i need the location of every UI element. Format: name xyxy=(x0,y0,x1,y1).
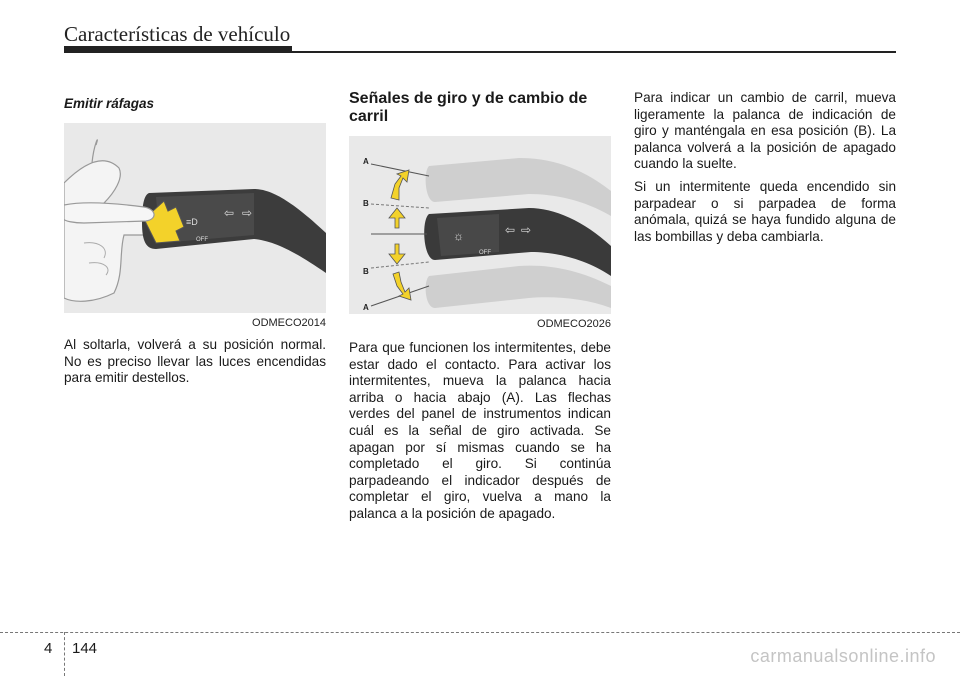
figure-caption-flash: ODMECO2014 xyxy=(252,317,326,329)
figure-label-b-top: B xyxy=(363,199,369,208)
svg-text:⇨: ⇨ xyxy=(242,206,253,220)
paragraph-lane-change: Para indicar un cambio de carril, mueva ligeramente la palanca de indicación de giro y manténgala en esa posición (B). La palanca volverá a la posición de apagado cuando la suelte. xyxy=(634,90,896,172)
footer-divider xyxy=(0,632,960,633)
figure-label-a-bottom: A xyxy=(363,303,369,312)
svg-text:≡D: ≡D xyxy=(186,217,198,227)
footer-vertical-divider xyxy=(64,632,65,676)
header-rule xyxy=(64,51,896,53)
page-header-title: Características de vehículo xyxy=(64,22,291,46)
subheading-flash: Emitir ráfagas xyxy=(64,96,155,111)
svg-text:⇦: ⇦ xyxy=(224,206,235,220)
svg-text:OFF: OFF xyxy=(196,237,208,243)
column-turn-signals xyxy=(349,90,611,529)
paragraph-bulb-warning: Si un intermitente queda encendido sin parpadear o si parpadea de forma anómala, quizá se haya fundido alguna de las bombillas y deba cambiarla. xyxy=(634,178,896,244)
figure-label-b-bottom: B xyxy=(363,267,369,276)
heading-turn-signals: Señales de giro y de cambio de carril xyxy=(349,90,588,125)
figure-turn-signal-lever xyxy=(349,136,611,314)
svg-text:⇦: ⇦ xyxy=(505,223,516,237)
svg-text:☼: ☼ xyxy=(453,229,464,243)
column-lane-change xyxy=(634,90,896,251)
footer-watermark: carmanualsonline.info xyxy=(750,646,936,666)
figure-flash-lever xyxy=(64,123,326,313)
footer-page-number: 144 xyxy=(72,640,98,657)
lever-flash-illustration xyxy=(64,123,326,313)
paragraph-flash: Al soltarla, volverá a su posición normal. No es preciso llevar las luces encendidas para emitir destellos. xyxy=(64,337,326,386)
figure-label-a-top: A xyxy=(363,157,369,166)
column-flash xyxy=(64,90,326,393)
figure-caption-turn: ODMECO2026 xyxy=(537,318,611,330)
svg-text:⇨: ⇨ xyxy=(521,223,532,237)
footer-section-number: 4 xyxy=(44,640,53,657)
paragraph-turn-signals: Para que funcionen los intermitentes, debe estar dado el contacto. Para activar los intermitentes, mueva la palanca hacia arriba o hacia abajo (A). Las flechas verdes del panel de instrumentos indican cuál es la señal de giro activada. Se apagan por sí mismas cuando se ha completado el giro. Si continúa parpadeando el indicador después de completar el giro, vuelva a mano la palanca a la posición de apagado. xyxy=(349,340,611,521)
svg-text:OFF: OFF xyxy=(479,250,491,256)
lever-turn-illustration xyxy=(349,136,611,314)
